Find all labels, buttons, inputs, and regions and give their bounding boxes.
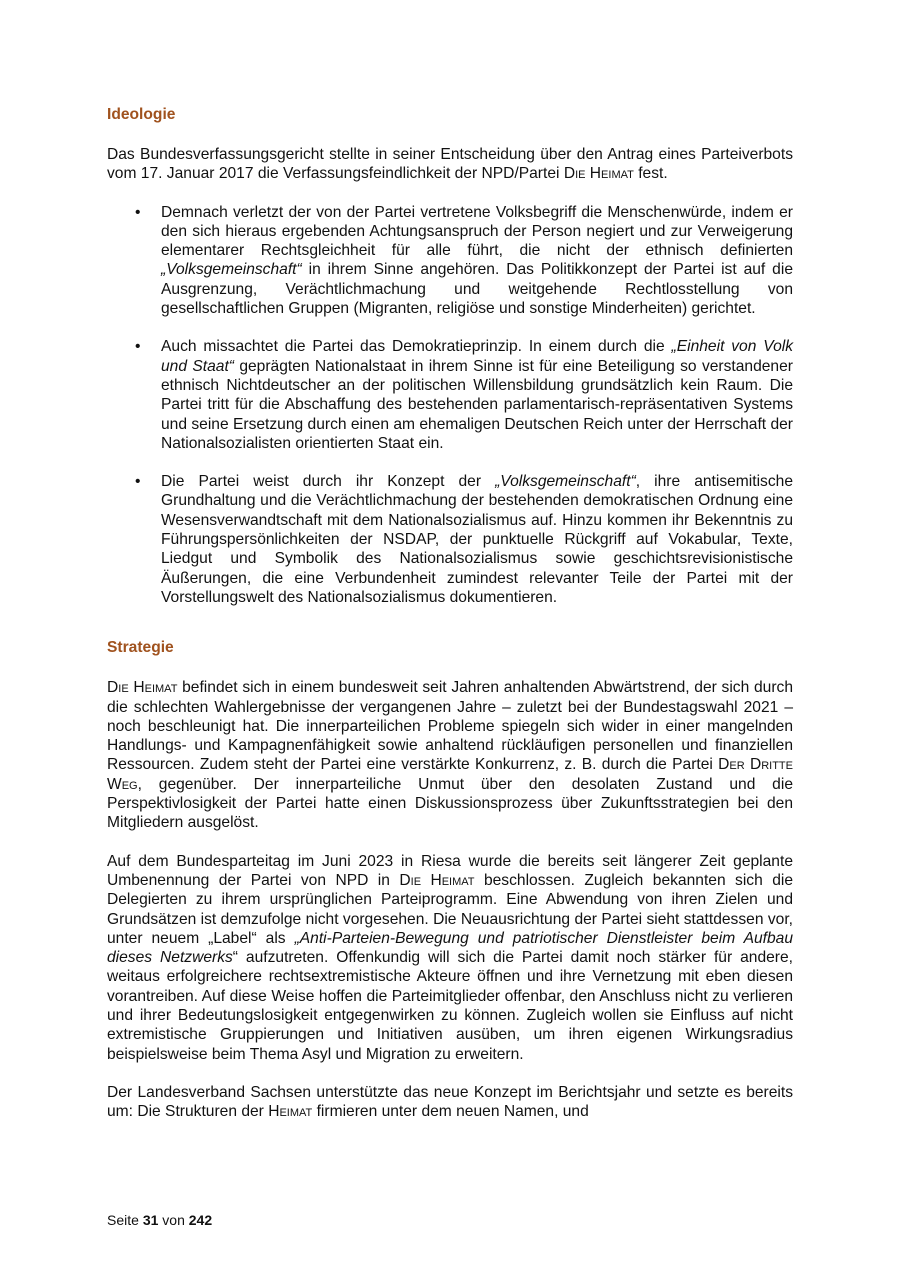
bullet-item: • Die Partei weist durch ihr Konzept der „Volksgemeinschaft“, ihre antisemitische Grundhaltung und die Verächtlichmachung der bestehenden demokratischen Ordnung eine Wesensverwandtschaft mit dem Nationalsozialismus auf. Hinzu kommen ihr Bekenntnis zu Führungspersönlichkeiten der NSDAP, der punktuelle Rückgriff auf Vokabular, Texte, Liedgut und Symbolik des Nationalsozialismus sowie geschichtsrevisionistische Äußerungen, die eine Verbundenheit zumindest relevanter Teile der Partei mit der Vorstellungswelt des Nationalsozialismus dokumentieren. [135, 473, 793, 606]
bullet-item: • Auch missachtet die Partei das Demokratieprinzip. In einem durch die „Einheit von Volk und Staat“ geprägten Nationalstaat in ihrem Sinne ist für eine Beteiligung so verstandener ethnisch Nichtdeutscher an der politischen Willensbildung grundsätzlich kein Raum. Die Partei tritt für die Abschaffung des bestehenden parlamentarisch-repräsentativen Systems und seine Ersetzung durch einen am ehemaligen Deutschen Reich unter der Herrschaft der Nationalsozialisten orientierten Staat ein. [135, 338, 793, 452]
party-name: Der Dritte Weg [107, 756, 793, 793]
page-footer: Seite 31 von 242 [107, 1212, 213, 1228]
party-name: Die Heimat [107, 679, 178, 697]
page-total: 242 [188, 1212, 213, 1228]
document-page [107, 104, 793, 1121]
ideologie-bullet-list [107, 203, 793, 608]
strategie-paragraph: Die Heimat befindet sich in einem bundesweit seit Jahren anhaltenden Abwärtstrend, der sich durch die schlechten Wahlergebnisse der vergangenen Jahre – zuletzt bei der Bundestagswahl 2021 – noch beschleunigt hat. Die innerparteilichen Probleme spiegeln sich wider in einer mangelnden Handlungs- und Kampagnenfähigkeit sowie anhaltend rückläufigen personellen und finanziellen Ressourcen. Zudem steht der Partei eine verstärkte Konkurrenz, z. B. durch die Partei Der Dritte Weg, gegenüber. Der innerparteiliche Unmut über den desolaten Zustand und die Perspektivlosigkeit der Partei hatte einen Diskussionsprozess über Zukunftsstrategien bei den Mitgliedern ausgelöst. [107, 679, 793, 832]
ideologie-intro: Das Bundesverfassungsgericht stellte in seiner Entscheidung über den Antrag eines Parteiverbots vom 17. Januar 2017 die Verfassungsfeindlichkeit der NPD/Partei Die Heimat fest. [107, 146, 793, 183]
section-heading-strategie: Strategie [107, 639, 174, 657]
bullet-item: • Demnach verletzt der von der Partei vertretene Volksbegriff die Menschenwürde, indem er den sich hieraus ergebenden Achtungsanspruch der Person negiert und zur Verweigerung elementarer Rechtsgleichheit für alle führt, die nicht der ethnisch definierten „Volksgemeinschaft“ in ihrem Sinne angehören. Das Politikkonzept der Partei ist auf die Ausgrenzung, Verächtlichmachung und weitgehende Rechtlosstellung von gesellschaftlichen Gruppen (Migranten, religiöse und sonstige Minderheiten) gerichtet. [135, 203, 793, 318]
party-name: Die Heimat [563, 165, 634, 183]
strategie-paragraph: Auf dem Bundesparteitag im Juni 2023 in Riesa wurde die bereits seit längerer Zeit geplante Umbenennung der Partei von NPD in Die Heimat beschlossen. Zugleich bekannten sich die Delegierten zu ihrem ursprünglichen Parteiprogramm. Eine Abwendung von ihren Zielen und Grundsätzen ist demzufolge nicht vorgesehen. Die Neuausrichtung der Partei sieht stattdessen vor, unter neuem „Label“ als „Anti-Parteien-Bewegung und patriotischer Dienstleister beim Aufbau dieses Netzwerks“ aufzutreten. Offenkundig will sich die Partei damit noch stärker für andere, weitaus erfolgreichere rechtsextremistische Akteure öffnen und ihre Vernetzung mit eben diesen vorantreiben. Auf diese Weise hoffen die Parteimitglieder offenbar, den Anschluss nicht zu verlieren und ihrer Bedeutungslosigkeit entgegenwirken zu können. Zugleich wollen sie Einfluss auf nicht extremistische Gruppierungen und Initiativen ausüben, um ihren eigenen Wirkungsradius beispielsweise beim Thema Asyl und Migration zu erweitern. [107, 852, 794, 1063]
strategie-paragraph: Der Landesverband Sachsen unterstützte das neue Konzept im Berichtsjahr und setzte es bereits um: Die Strukturen der Heimat firmieren unter dem neuen Namen, und [107, 1083, 793, 1121]
party-name: Die Heimat [399, 871, 475, 889]
bullet-icon: • [135, 203, 141, 221]
bullet-icon: • [135, 473, 141, 491]
page-number: 31 [142, 1212, 159, 1228]
section-heading-ideologie: Ideologie [107, 106, 176, 123]
bullet-icon: • [135, 338, 141, 356]
party-name: Heimat [268, 1103, 313, 1121]
